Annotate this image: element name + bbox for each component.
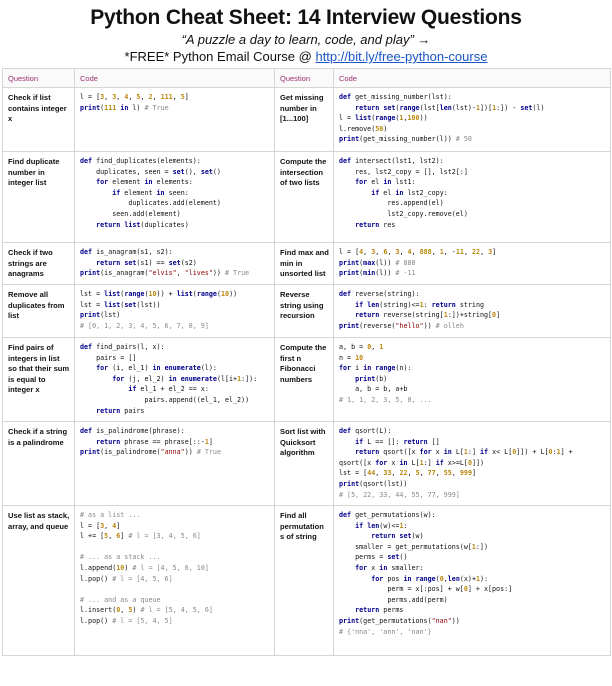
code-line: l = [3, 3, 4, 5, 2, 111, 5] — [80, 93, 189, 101]
code-line: if el in lst2_copy: — [371, 188, 448, 197]
code-cell — [334, 88, 611, 152]
code-line: qsort([x for x in L[1:] if x>=L[0]]) — [339, 458, 485, 467]
code-line: perms.add(perm) — [339, 595, 448, 604]
code-line: l.pop() # l = [4, 5, 6] — [80, 574, 173, 583]
code-line: return set(s1) == set(s2) — [96, 258, 197, 267]
table-row — [3, 152, 611, 243]
code-line: print(qsort(lst)) — [339, 479, 408, 488]
question-cell: Check if two strings are anagrams — [3, 243, 75, 285]
code-line: return reverse(string[1:])+string[0] — [355, 311, 501, 320]
code-line: if L == []: return [] — [355, 437, 440, 446]
code-line: smaller = get_permutations(w[1:]) — [339, 542, 488, 551]
code-line: if el_1 + el_2 == x: — [128, 385, 209, 394]
question-cell: Get missing number in [1...100] — [275, 88, 334, 152]
code-cell — [75, 285, 275, 338]
table-header-row — [3, 69, 611, 88]
code-line: l.pop() # l = [5, 4, 5] — [80, 616, 173, 625]
code-line: print(get_permutations("nan")) — [339, 616, 460, 625]
question-cell: Remove all duplicates from list — [3, 285, 75, 338]
course-link[interactable]: http://bit.ly/free-python-course — [315, 49, 488, 64]
code-line: l.append(10) # l = [4, 5, 6, 10] — [80, 563, 209, 572]
code-line: print(is_palindrome("anna")) # True — [80, 448, 221, 457]
question-cell: Check if a string is a palindrome — [3, 422, 75, 506]
code-cell — [334, 152, 611, 243]
code-line: n = 10 — [339, 353, 364, 362]
code-line: # [0, 1, 2, 3, 4, 5, 6, 7, 8, 9] — [80, 321, 209, 330]
page-header — [0, 6, 612, 65]
code-line: return set(w) — [371, 532, 424, 541]
code-line: pairs.append((el_1, el_2)) — [80, 395, 250, 404]
code-line: a, b = 0, 1 — [339, 343, 384, 351]
code-cell — [334, 285, 611, 338]
question-cell: Check if list contains integer x — [3, 88, 75, 152]
column-header-code: Code — [334, 69, 611, 88]
code-cell — [75, 88, 275, 152]
cheat-sheet-table — [2, 68, 611, 656]
column-header-question: Question — [3, 69, 75, 88]
course-promo — [0, 49, 612, 65]
code-line: # [5, 22, 33, 44, 55, 77, 999] — [339, 490, 460, 499]
code-line: print(lst) — [80, 311, 121, 320]
code-line: perms = set() — [339, 553, 408, 562]
code-line: l += [5, 6] # l = [3, 4, 5, 6] — [80, 532, 201, 541]
code-line — [80, 542, 270, 553]
code-line — [80, 584, 270, 595]
question-cell: Use list as stack, array, and queue — [3, 506, 75, 656]
code-line: print(is_anagram("elvis", "lives")) # True — [80, 269, 250, 278]
code-line: # {'nna', 'ann', 'nan'} — [339, 627, 432, 636]
code-cell — [334, 506, 611, 656]
table-row — [3, 422, 611, 506]
course-promo-text: *FREE* Python Email Course @ — [124, 49, 316, 64]
code-line: print(min(l)) # -11 — [339, 269, 416, 278]
code-line: pairs = [] — [80, 353, 137, 362]
code-cell — [75, 243, 275, 285]
code-line: duplicates.add(element) — [80, 199, 221, 208]
question-cell: Find pairs of integers in list so that their sum is equal to integer x — [3, 338, 75, 422]
code-line: for i in range(n): — [339, 364, 412, 373]
code-line: # ... as a stack ... — [80, 553, 161, 562]
code-line: l = [4, 3, 6, 3, 4, 888, 1, -11, 22, 3] — [339, 248, 497, 256]
table-row — [3, 338, 611, 422]
table-row — [3, 285, 611, 338]
code-line: lst = list(range(10)) + list(range(10)) — [80, 290, 238, 298]
code-line: if len(string)<=1: return string — [355, 300, 485, 309]
code-line: def find_duplicates(elements): — [80, 157, 201, 165]
question-cell: Find all permutation s of string — [275, 506, 334, 656]
code-line: for element in elements: — [96, 178, 193, 187]
code-line: for el in lst1: — [355, 178, 416, 187]
code-line: def is_palindrome(phrase): — [80, 427, 185, 435]
code-line: if len(w)<=1: — [355, 521, 408, 530]
code-line: for (i, el_1) in enumerate(l): — [96, 364, 217, 373]
question-cell: Reverse string using recursion — [275, 285, 334, 338]
code-line: def is_anagram(s1, s2): — [80, 248, 173, 256]
code-cell — [75, 506, 275, 656]
code-line: duplicates, seen = set(), set() — [80, 167, 221, 176]
code-line: lst2_copy.remove(el) — [339, 209, 468, 218]
code-line: return set(range(lst[len(lst)-1])[1:]) - set(l) — [355, 103, 545, 112]
column-header-question: Question — [275, 69, 334, 88]
code-line: def intersect(lst1, lst2): — [339, 157, 444, 165]
code-cell — [75, 338, 275, 422]
column-header-code: Code — [75, 69, 275, 88]
code-line: print(111 in l) # True — [80, 103, 169, 112]
code-line: perm = x[:pos] + w[0] + x[pos:] — [339, 585, 513, 594]
code-cell — [334, 422, 611, 506]
table-row — [3, 243, 611, 285]
code-line: l = [3, 4] — [80, 521, 121, 530]
question-cell: Sort list with Quicksort algorithm — [275, 422, 334, 506]
code-line: def qsort(L): — [339, 427, 392, 435]
code-line: # ... and as a queue — [80, 595, 161, 604]
code-line: l = list(range(1,100)) — [339, 114, 428, 123]
question-cell: Find max and min in unsorted list — [275, 243, 334, 285]
code-line: lst = list(set(lst)) — [80, 300, 161, 309]
table-row — [3, 88, 611, 152]
code-line: # as a list ... — [80, 511, 141, 519]
code-line: res.append(el) — [339, 199, 444, 208]
question-cell: Compute the intersection of two lists — [275, 152, 334, 243]
code-cell — [334, 338, 611, 422]
code-line: print(reverse("hello")) # olleh — [339, 321, 464, 330]
code-line: lst = [44, 33, 22, 5, 77, 55, 999] — [339, 469, 477, 478]
code-line: l.insert(0, 5) # l = [5, 4, 5, 6] — [80, 606, 213, 615]
code-line: return phrase == phrase[::-1] — [96, 437, 213, 446]
page-subtitle: “A puzzle a day to learn, code, and play” → — [181, 32, 431, 47]
code-line: return qsort([x for x in L[1:] if x< L[0]]) + L[0:1] + — [355, 448, 573, 457]
code-line: def reverse(string): — [339, 290, 420, 298]
code-line: return list(duplicates) — [96, 220, 189, 229]
code-cell — [75, 422, 275, 506]
question-cell: Compute the first n Fibonacci numbers — [275, 338, 334, 422]
code-line: for x in smaller: — [355, 563, 424, 572]
code-line: return pairs — [96, 406, 145, 415]
code-line: print(get_missing_number(l)) # 50 — [339, 135, 472, 144]
table-row — [3, 506, 611, 656]
code-line: def find_pairs(l, x): — [80, 343, 165, 351]
page-title: Python Cheat Sheet: 14 Interview Questions — [90, 6, 522, 29]
code-line: return perms — [355, 606, 404, 615]
code-line: l.remove(50) — [339, 124, 388, 133]
code-line: res, lst2_copy = [], lst2[:] — [339, 167, 468, 176]
code-line: a, b = b, a+b — [339, 385, 408, 394]
code-cell — [334, 243, 611, 285]
code-line: for pos in range(0,len(x)+1): — [371, 574, 489, 583]
code-line: seen.add(element) — [80, 209, 181, 218]
code-line: def get_missing_number(lst): — [339, 93, 452, 101]
code-line: # 1, 1, 2, 3, 5, 8, ... — [339, 395, 432, 404]
code-line: print(max(l)) # 888 — [339, 258, 416, 267]
code-line: if element in seen: — [112, 188, 189, 197]
code-line: def get_permutations(w): — [339, 511, 436, 519]
question-cell: Find duplicate number in integer list — [3, 152, 75, 243]
code-line: return res — [355, 220, 396, 229]
code-cell — [75, 152, 275, 243]
code-line: print(b) — [355, 374, 388, 383]
code-line: for (j, el_2) in enumerate(l[i+1:]): — [112, 374, 258, 383]
